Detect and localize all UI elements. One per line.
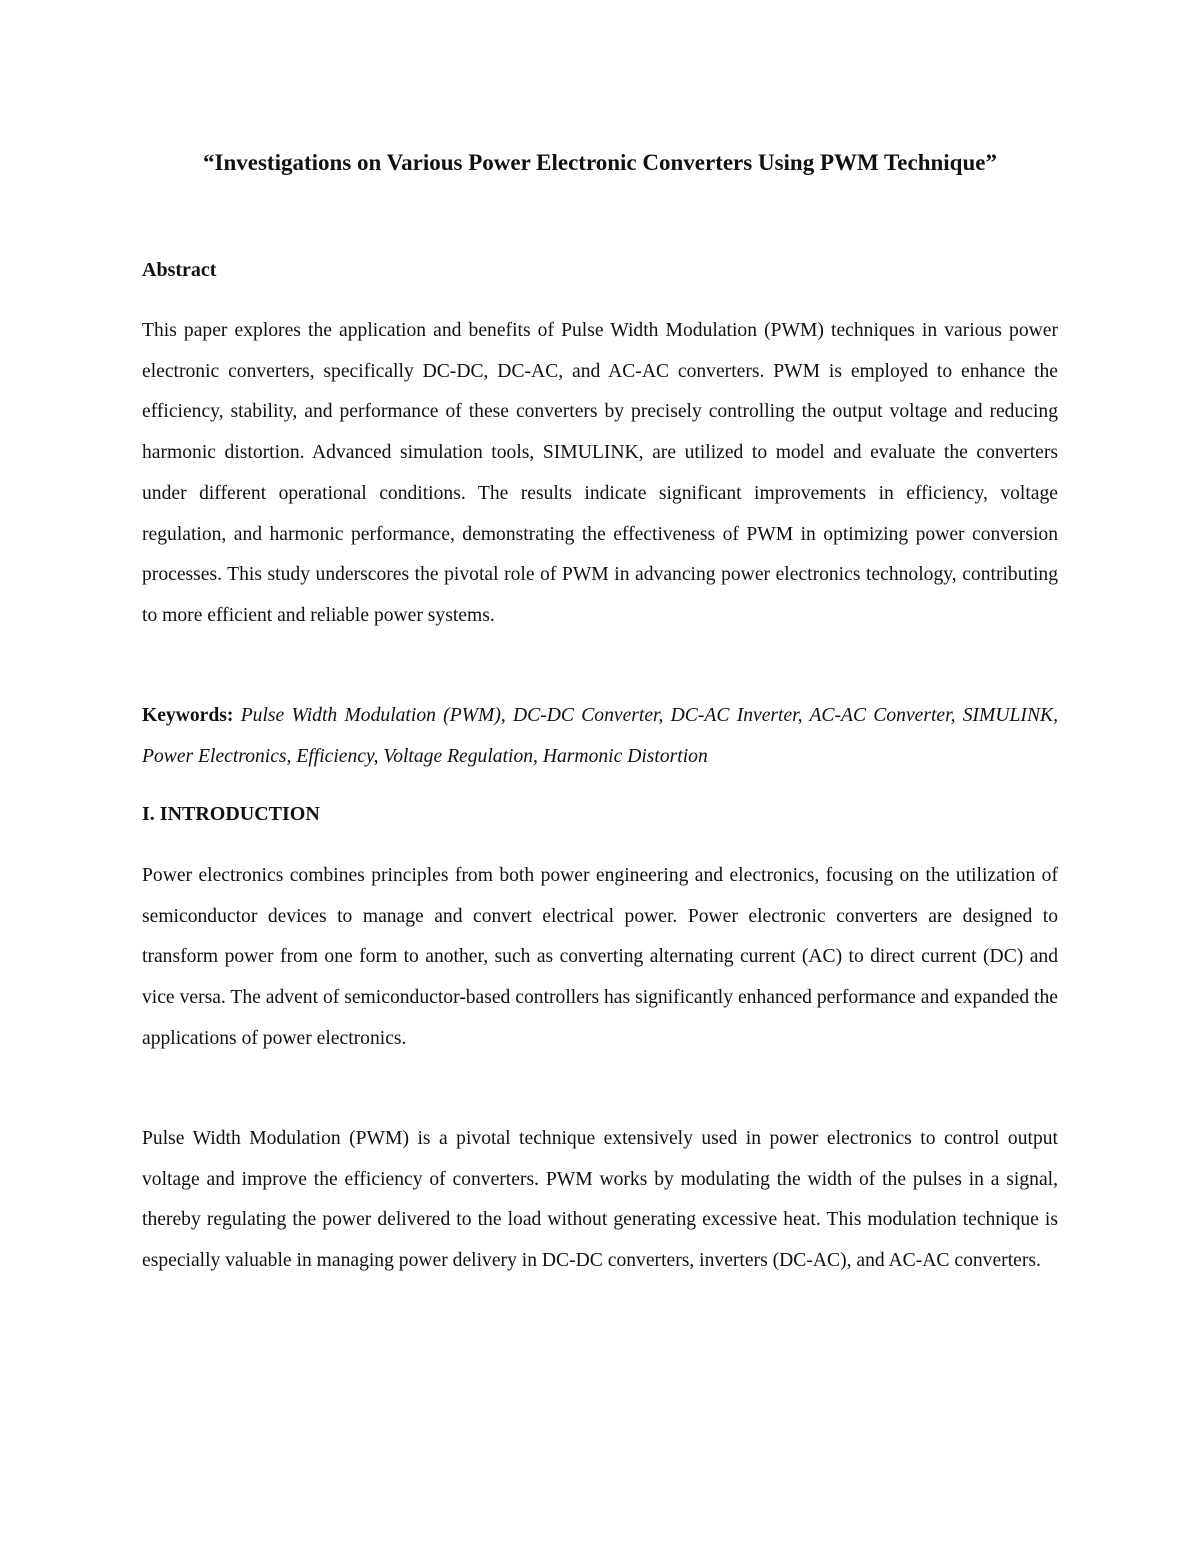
paper-title: “Investigations on Various Power Electronic Converters Using PWM Technique” (203, 150, 997, 175)
keywords-list: Pulse Width Modulation (PWM), DC-DC Converter, DC-AC Inverter, AC-AC Converter, SIMULINK, Power Electronics, Efficiency, Voltage Regulation, Harmonic Distortion (142, 705, 1058, 767)
keywords (142, 696, 1058, 777)
keywords-label: Keywords: (142, 705, 234, 726)
introduction-paragraph-2: Pulse Width Modulation (PWM) is a pivotal technique extensively used in power electronics to control output voltage and improve the efficiency of converters. PWM works by modulating the width of the pulses in a signal, thereby regulating the power delivered to the load without generating excessive heat. This modulation technique is especially valuable in managing power delivery in DC-DC converters, inverters (DC-AC), and AC-AC converters. (142, 1128, 1058, 1272)
abstract-heading: Abstract (142, 259, 217, 281)
abstract-text: This paper explores the application and benefits of Pulse Width Modulation (PWM) techniques in various power electronic converters, specifically DC-DC, DC-AC, and AC-AC converters. PWM is employed to enhance the efficiency, stability, and performance of these converters by precisely controlling the output voltage and reducing harmonic distortion. Advanced simulation tools, SIMULINK, are utilized to model and evaluate the converters under different operational conditions. The results indicate significant improvements in efficiency, voltage regulation, and harmonic performance, demonstrating the effectiveness of PWM in optimizing power conversion processes. This study underscores the pivotal role of PWM in advancing power electronics technology, contributing to more efficient and reliable power systems. (142, 320, 1058, 626)
introduction-paragraph-1: Power electronics combines principles from both power engineering and electronics, focusing on the utilization of semiconductor devices to manage and convert electrical power. Power electronic converters are designed to transform power from one form to another, such as converting alternating current (AC) to direct current (DC) and vice versa. The advent of semiconductor-based controllers has significantly enhanced performance and expanded the applications of power electronics. (142, 865, 1058, 1049)
introduction-heading: I. INTRODUCTION (142, 803, 320, 825)
